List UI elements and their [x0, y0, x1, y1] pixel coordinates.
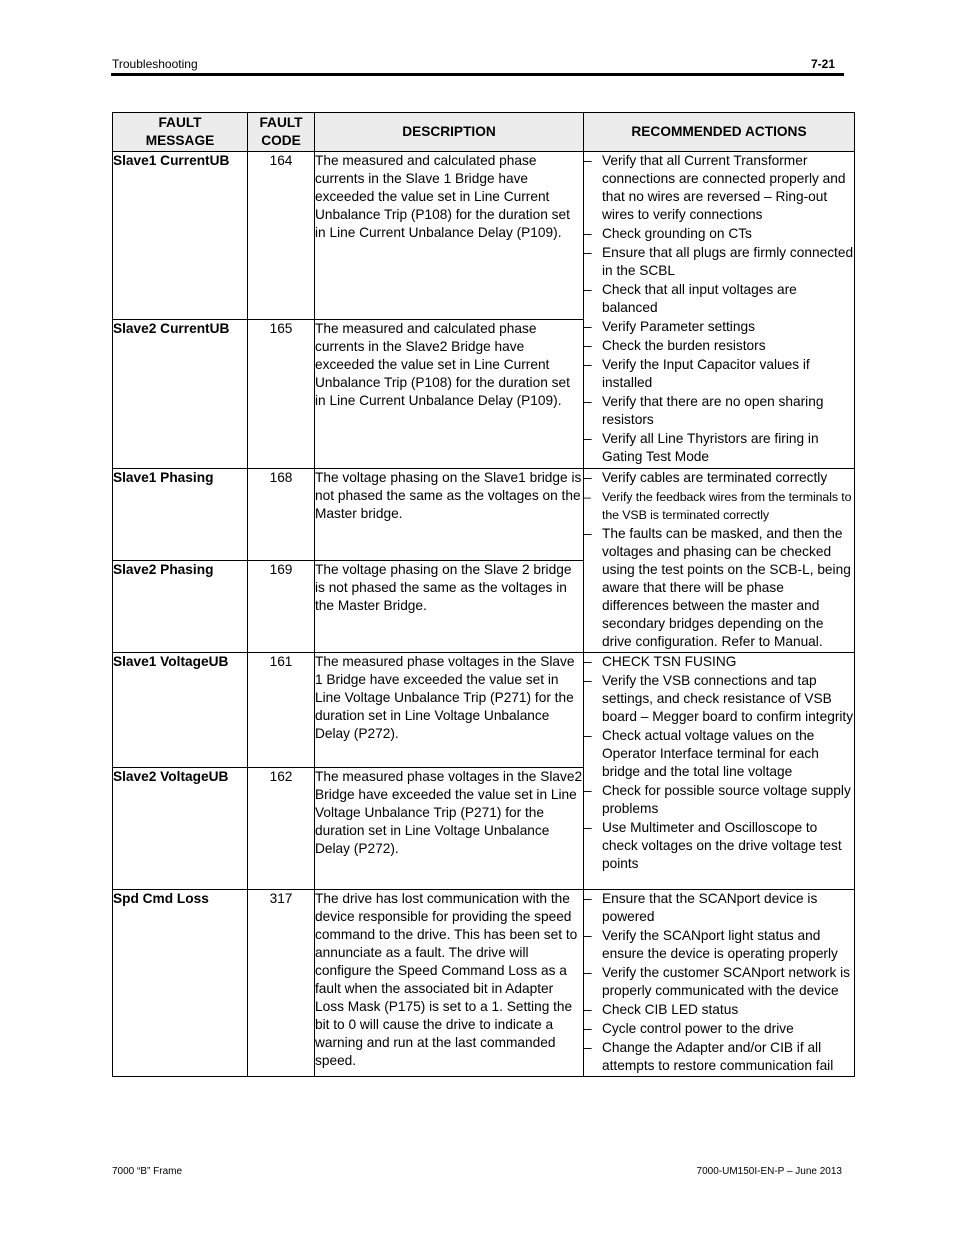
table-row — [113, 469, 855, 561]
action-item — [584, 393, 854, 429]
col-header-fault-code: FAULT CODE — [248, 113, 315, 152]
action-text: Check that all input voltages are balanced — [602, 282, 797, 315]
fault-description: The measured phase voltages in the Slave 1 Bridge have exceeded the value set in Line Voltage Unbalance Trip (P271) for the duration set in Line Voltage Unbalance Delay (P272). — [315, 653, 584, 768]
col-header-fault-message: FAULT MESSAGE — [113, 113, 248, 152]
fault-description: The measured and calculated phase currents in the Slave2 Bridge have exceeded the value set in Line Current Unbalance Trip (P108) for the duration set in Line Current Unbalance Delay (P109). — [315, 320, 584, 469]
dash-bullet-icon: – — [584, 728, 592, 743]
fault-code: 169 — [248, 561, 315, 653]
action-item — [584, 964, 854, 1000]
action-text: Verify the VSB connections and tap settings, and check resistance of VSB board – Megger board to confirm integrity — [602, 673, 854, 724]
action-item — [584, 469, 854, 487]
dash-bullet-icon: – — [584, 470, 592, 485]
fault-message: Slave2 Phasing — [113, 561, 248, 653]
dash-bullet-icon: – — [584, 226, 592, 241]
dash-bullet-icon: – — [584, 1021, 592, 1036]
footer-publication: 7000-UM150I-EN-P – June 2013 — [696, 1166, 842, 1177]
header-rule — [111, 73, 844, 76]
action-text: CHECK TSN FUSING — [602, 654, 737, 669]
action-text: Ensure that all plugs are firmly connected in the SCBL — [602, 245, 854, 278]
dash-bullet-icon: – — [584, 654, 592, 669]
dash-bullet-icon: – — [584, 1002, 592, 1017]
dash-bullet-icon: – — [584, 820, 592, 835]
dash-bullet-icon: – — [584, 357, 592, 372]
dash-bullet-icon: – — [584, 431, 592, 446]
fault-message: Spd Cmd Loss — [113, 890, 248, 1077]
action-text: Verify the feedback wires from the terminals to the VSB is terminated correctly — [602, 490, 852, 522]
footer-product: 7000 “B” Frame — [112, 1166, 183, 1177]
fault-code: 317 — [248, 890, 315, 1077]
action-item — [584, 225, 854, 243]
dash-bullet-icon: – — [584, 319, 592, 334]
dash-bullet-icon: – — [584, 490, 591, 504]
fault-table — [112, 112, 855, 1077]
action-text: Check actual voltage values on the Operator Interface terminal for each bridge and the total line voltage — [602, 728, 819, 779]
action-item — [584, 890, 854, 926]
action-text: Verify the SCANport light status and ensure the device is operating properly — [602, 928, 838, 961]
action-item — [584, 927, 854, 963]
fault-code: 162 — [248, 768, 315, 890]
dash-bullet-icon: – — [584, 928, 592, 943]
page-number: 7-21 — [810, 57, 835, 71]
action-item — [584, 525, 854, 651]
action-text: Check the burden resistors — [602, 338, 766, 353]
col-header-recommended-actions: RECOMMENDED ACTIONS — [584, 113, 855, 152]
action-text: Verify the customer SCANport network is properly communicated with the device — [602, 965, 850, 998]
table-row — [113, 152, 855, 320]
action-item — [584, 653, 854, 671]
action-text: Verify that there are no open sharing resistors — [602, 394, 824, 427]
fault-message: Slave1 Phasing — [113, 469, 248, 561]
action-text: Verify Parameter settings — [602, 319, 755, 334]
action-list — [584, 152, 854, 466]
dash-bullet-icon: – — [584, 965, 592, 980]
fault-message: Slave1 CurrentUB — [113, 152, 248, 320]
dash-bullet-icon: – — [584, 673, 592, 688]
table-row — [113, 653, 855, 768]
fault-message: Slave2 VoltageUB — [113, 768, 248, 890]
fault-description: The voltage phasing on the Slave 2 bridge is not phased the same as the voltages in the Master Bridge. — [315, 561, 584, 653]
action-item — [584, 1001, 854, 1019]
action-item — [584, 430, 854, 466]
fault-message: Slave2 CurrentUB — [113, 320, 248, 469]
fault-description: The measured and calculated phase currents in the Slave 1 Bridge have exceeded the value set in Line Current Unbalance Trip (P108) for the duration set in Line Current Unbalance Delay (P109). — [315, 152, 584, 320]
action-item — [584, 1020, 854, 1038]
action-item — [584, 819, 854, 873]
recommended-actions — [584, 653, 855, 890]
table-header-row — [113, 113, 855, 152]
action-list — [584, 890, 854, 1075]
running-header-section: Troubleshooting — [112, 57, 198, 71]
action-text: Check CIB LED status — [602, 1002, 739, 1017]
action-text: Verify that all Current Transformer connections are connected properly and that no wires are reversed – Ring-out wires to verify connections — [602, 153, 846, 222]
action-text: Ensure that the SCANport device is powered — [602, 891, 818, 924]
action-item — [584, 782, 854, 818]
dash-bullet-icon: – — [584, 282, 592, 297]
action-list — [584, 653, 854, 873]
dash-bullet-icon: – — [584, 153, 592, 168]
action-text: Verify cables are terminated correctly — [602, 470, 828, 485]
action-item — [584, 318, 854, 336]
recommended-actions — [584, 890, 855, 1077]
recommended-actions — [584, 152, 855, 469]
action-item — [584, 356, 854, 392]
action-item — [584, 337, 854, 355]
fault-code: 164 — [248, 152, 315, 320]
fault-code: 168 — [248, 469, 315, 561]
fault-code: 165 — [248, 320, 315, 469]
dash-bullet-icon: – — [584, 783, 592, 798]
action-text: Change the Adapter and/or CIB if all attempts to restore communication fail — [602, 1040, 834, 1073]
fault-description: The measured phase voltages in the Slave2 Bridge have exceeded the value set in Line Voltage Unbalance Trip (P271) for the duration set in Line Voltage Unbalance Delay (P272). — [315, 768, 584, 890]
action-text: Check for possible source voltage supply problems — [602, 783, 851, 816]
dash-bullet-icon: – — [584, 526, 592, 541]
action-text: Check grounding on CTs — [602, 226, 752, 241]
action-text: Use Multimeter and Oscilloscope to check voltages on the drive voltage test points — [602, 820, 842, 871]
fault-description: The drive has lost communication with the device responsible for providing the speed command to the drive. This has been set to annunciate as a fault. The drive will configure the Speed Command Loss as a fault when the associated bit in Adapter Loss Mask (P175) is set to a 1. Setting the bit to 0 will cause the drive to indicate a warning and run at the last commanded speed. — [315, 890, 584, 1077]
table-row — [113, 890, 855, 1077]
dash-bullet-icon: – — [584, 338, 592, 353]
action-item — [584, 152, 854, 224]
action-text: The faults can be masked, and then the voltages and phasing can be checked using the test points on the SCB-L, being aware that there will be phase differences between the master and secondary bridges depending on the drive configuration. Refer to Manual. — [602, 526, 851, 649]
action-item — [584, 281, 854, 317]
action-item — [584, 1039, 854, 1075]
recommended-actions — [584, 469, 855, 653]
dash-bullet-icon: – — [584, 891, 592, 906]
action-item — [584, 727, 854, 781]
dash-bullet-icon: – — [584, 394, 592, 409]
action-item — [584, 488, 854, 524]
fault-message: Slave1 VoltageUB — [113, 653, 248, 768]
action-list — [584, 469, 854, 651]
fault-code: 161 — [248, 653, 315, 768]
action-text: Verify all Line Thyristors are firing in Gating Test Mode — [602, 431, 819, 464]
dash-bullet-icon: – — [584, 1040, 592, 1055]
action-item — [584, 672, 854, 726]
action-text: Cycle control power to the drive — [602, 1021, 794, 1036]
fault-description: The voltage phasing on the Slave1 bridge is not phased the same as the voltages on the Master bridge. — [315, 469, 584, 561]
action-text: Verify the Input Capacitor values if installed — [602, 357, 810, 390]
action-item — [584, 244, 854, 280]
dash-bullet-icon: – — [584, 245, 592, 260]
col-header-description: DESCRIPTION — [315, 113, 584, 152]
